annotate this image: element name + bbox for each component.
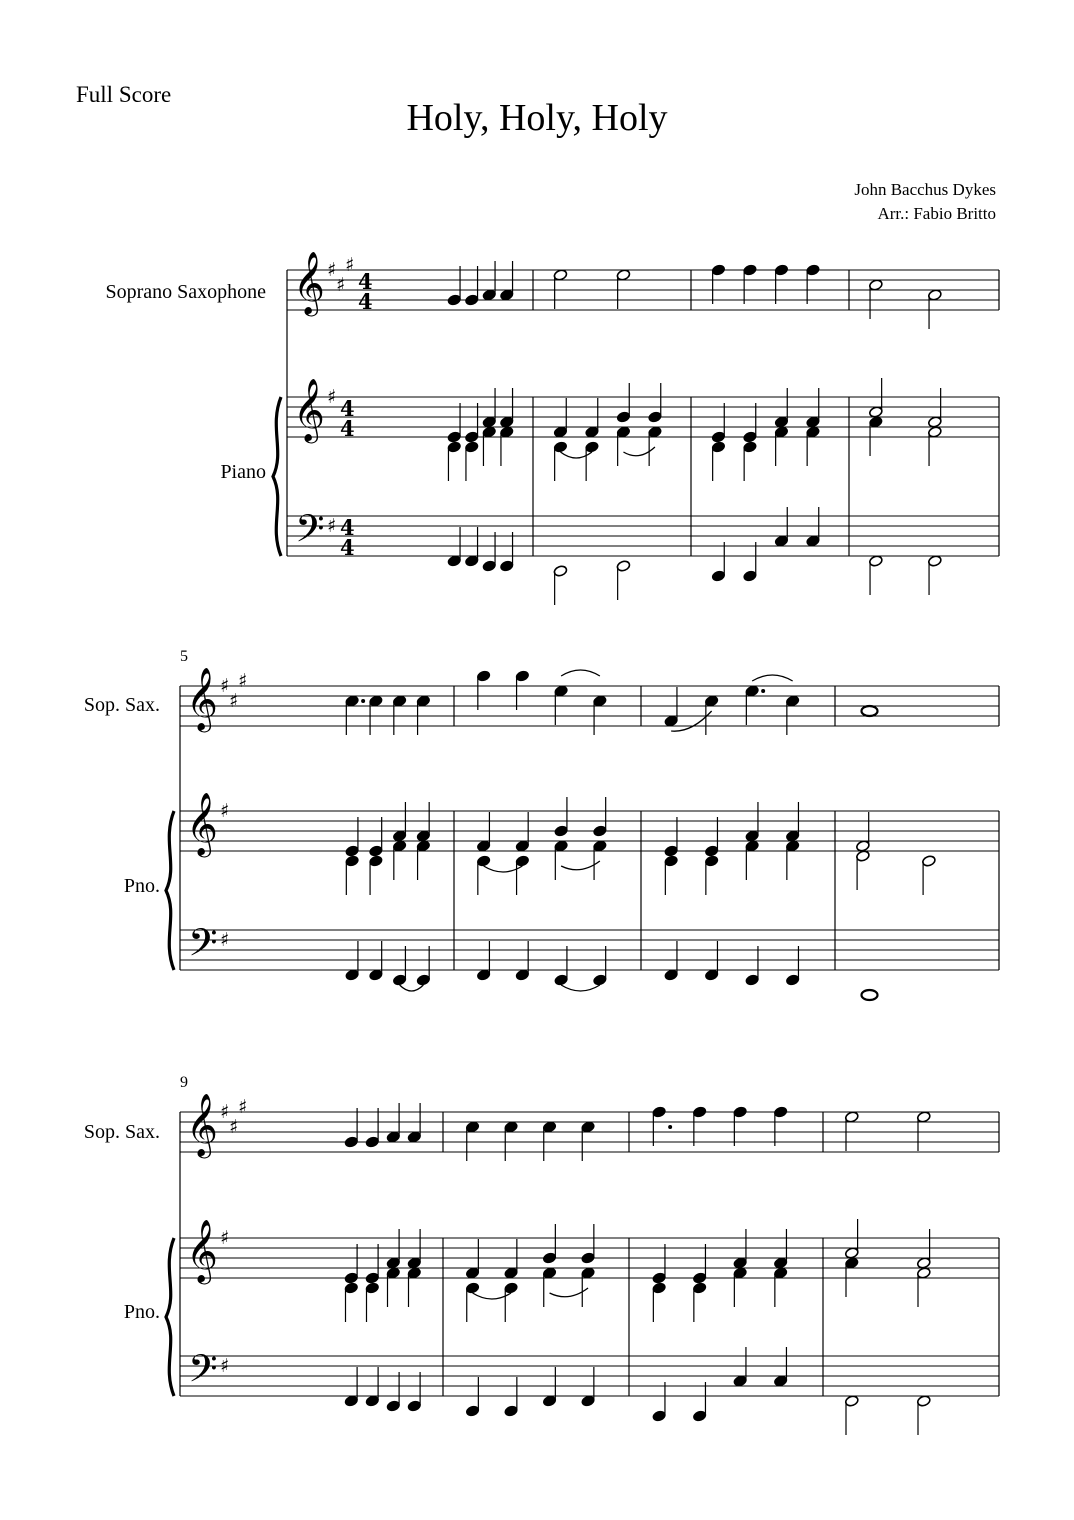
notehead [806,264,821,277]
notehead [743,441,758,454]
notehead [616,411,631,424]
notehead [856,840,871,853]
notehead [365,1136,380,1149]
notehead [581,1121,596,1134]
piano-brace [166,811,174,970]
notehead [806,416,821,429]
notehead [692,1410,707,1423]
arranger-credit: Arr.: Fabio Britto [877,204,996,223]
sharp-sign: ♯ [345,254,355,276]
notehead [499,426,514,439]
notehead [482,426,497,439]
notehead [916,1111,931,1124]
slur [561,985,600,991]
sharp-sign: ♯ [229,1116,239,1138]
notehead [733,1257,748,1270]
notehead [581,1395,596,1408]
notehead [773,1257,788,1270]
notehead [616,426,631,439]
notehead [499,289,514,302]
notehead [504,1121,519,1134]
notehead [465,1267,480,1280]
notehead [869,416,884,429]
notehead [392,840,407,853]
notehead [664,715,679,728]
notehead [743,570,758,583]
notehead [745,685,760,698]
notehead [692,1272,707,1285]
instrument-label-piano-short: Pno. [123,875,160,897]
instrument-label-saxophone-short: Sop. Sax. [83,1121,160,1143]
piano-brace [273,397,281,556]
sharp-sign: ♯ [336,274,346,296]
notehead [345,695,360,708]
notehead [542,1252,557,1265]
notehead [652,1272,667,1285]
time-signature-numerator: 4 [340,515,355,540]
notehead [554,825,569,838]
notehead [652,1106,667,1119]
notehead [476,969,491,982]
notehead [345,969,360,982]
notehead [465,1121,480,1134]
notehead [869,406,884,419]
notehead [745,840,760,853]
time-signature-numerator: 4 [358,269,373,294]
notehead [733,1267,748,1280]
notehead [593,695,608,708]
notehead [407,1267,422,1280]
notehead [711,264,726,277]
notehead [652,1410,667,1423]
notehead [652,1282,667,1295]
notehead [386,1131,401,1144]
piano-brace [166,1238,174,1396]
sharp-sign: ♯ [220,800,230,822]
notehead [554,685,569,698]
notehead [344,1272,359,1285]
augmentation-dot [761,689,765,693]
notehead [553,269,568,282]
notehead [648,411,663,424]
instrument-label-saxophone: Soprano Saxophone [105,281,266,303]
slur [560,452,592,458]
notehead [554,840,569,853]
score-type-label: Full Score [76,82,172,107]
notehead [773,1375,788,1388]
instrument-label-piano: Piano [220,461,266,483]
time-signature-numerator: 4 [340,396,355,421]
notehead [806,426,821,439]
sharp-sign: ♯ [327,515,337,537]
notehead [785,974,800,987]
piece-title: Holy, Holy, Holy [406,97,668,139]
notehead [664,845,679,858]
time-signature-denominator: 4 [340,416,355,441]
notehead [554,974,569,987]
notehead [593,825,608,838]
notehead [916,1267,931,1280]
notehead [664,969,679,982]
notehead [407,1131,422,1144]
notehead [648,426,663,439]
notehead [774,416,789,429]
notehead [542,1121,557,1134]
bass-clef: 𝄢 [295,506,325,560]
notehead [365,1395,380,1408]
augmentation-dot [668,1125,672,1129]
notehead [392,830,407,843]
notehead [344,1395,359,1408]
notehead [581,1252,596,1265]
bass-clef: 𝄢 [188,1346,218,1400]
notehead [344,1282,359,1295]
notehead [745,974,760,987]
notehead [916,1257,931,1270]
notehead [593,974,608,987]
notehead [916,1395,931,1408]
notehead [369,695,384,708]
notehead [464,431,479,444]
notehead [369,845,384,858]
notehead [515,670,530,683]
notehead [733,1106,748,1119]
notehead [542,1267,557,1280]
treble-clef: 𝄞 [186,667,218,730]
notehead [928,555,943,568]
notehead [482,416,497,429]
notehead [365,1282,380,1295]
notehead [407,1400,422,1413]
notehead [407,1257,422,1270]
bass-clef: 𝄢 [188,920,218,974]
notehead [785,840,800,853]
instrument-label-piano-short: Pno. [123,1301,160,1323]
notehead [773,1267,788,1280]
slur [623,447,655,456]
treble-clef: 𝄞 [293,378,325,441]
notehead [553,565,568,578]
notehead [365,1272,380,1285]
notehead [369,855,384,868]
notehead [447,431,462,444]
notehead [504,1267,519,1280]
notehead [499,416,514,429]
notehead [499,560,514,573]
notehead [416,830,431,843]
notehead [869,279,884,292]
notehead [585,441,600,454]
notehead [464,555,479,568]
notehead [585,426,600,439]
notehead [856,850,871,863]
notehead [844,1247,859,1260]
notehead [447,294,462,307]
notehead [392,974,407,987]
sharp-sign: ♯ [220,1227,230,1249]
composer-credit: John Bacchus Dykes [854,180,996,199]
augmentation-dot [361,699,365,703]
treble-clef: 𝄞 [186,1219,218,1282]
measure-number: 9 [180,1074,188,1091]
notehead [745,830,760,843]
treble-clef: 𝄞 [186,1093,218,1156]
measure-number: 5 [180,648,188,665]
notehead [711,570,726,583]
notehead [392,695,407,708]
notehead [664,855,679,868]
notehead [743,264,758,277]
notehead [733,1375,748,1388]
sharp-sign: ♯ [220,675,230,697]
notehead [515,855,530,868]
notehead [345,855,360,868]
treble-clef: 𝄞 [293,251,325,314]
sharp-sign: ♯ [229,690,239,712]
notehead [386,1257,401,1270]
notehead [704,855,719,868]
notehead [743,431,758,444]
notehead [369,969,384,982]
notehead [774,264,789,277]
notehead [922,855,937,868]
notehead [464,441,479,454]
notehead [386,1267,401,1280]
instrument-label-saxophone-short: Sop. Sax. [83,694,160,716]
notehead [773,1106,788,1119]
notehead [447,441,462,454]
notehead [774,535,789,548]
sharp-sign: ♯ [327,386,337,408]
notehead [465,1282,480,1295]
notehead [844,1111,859,1124]
notehead [504,1405,519,1418]
notehead [345,845,360,858]
notehead [515,840,530,853]
notehead [344,1136,359,1149]
notehead [806,535,821,548]
notehead [465,1405,480,1418]
notehead [704,969,719,982]
sharp-sign: ♯ [220,1355,230,1377]
notehead [504,1282,519,1295]
notehead [704,845,719,858]
time-signature-denominator: 4 [340,535,355,560]
sharp-sign: ♯ [238,1096,248,1118]
notehead [447,555,462,568]
notehead [482,289,497,302]
notehead [785,830,800,843]
notehead [476,840,491,853]
slur [752,675,793,681]
notehead [416,974,431,987]
notehead [844,1395,859,1408]
notehead [928,416,943,429]
notehead [464,294,479,307]
notehead [476,855,491,868]
notehead [774,426,789,439]
slur [400,985,424,991]
notehead [869,555,884,568]
sharp-sign: ♯ [220,1101,230,1123]
notehead [593,840,608,853]
slur [561,670,600,676]
notehead [416,695,431,708]
notehead [581,1267,596,1280]
treble-clef: 𝄞 [186,792,218,855]
notehead [542,1395,557,1408]
sharp-sign: ♯ [238,670,248,692]
notehead [844,1257,859,1270]
notehead [928,426,943,439]
notehead [785,695,800,708]
notehead [704,695,719,708]
notehead [515,969,530,982]
time-signature-denominator: 4 [358,289,373,314]
notehead [386,1400,401,1413]
notehead [553,441,568,454]
notehead [928,289,943,302]
notehead [711,441,726,454]
whole-note [862,990,878,1000]
notehead [482,560,497,573]
notehead [711,431,726,444]
sharp-sign: ♯ [327,259,337,281]
notehead [553,426,568,439]
notehead [476,670,491,683]
notehead [616,269,631,282]
notehead [692,1282,707,1295]
notehead [416,840,431,853]
notehead [692,1106,707,1119]
notehead [616,560,631,573]
sharp-sign: ♯ [220,929,230,951]
whole-note [862,706,878,716]
